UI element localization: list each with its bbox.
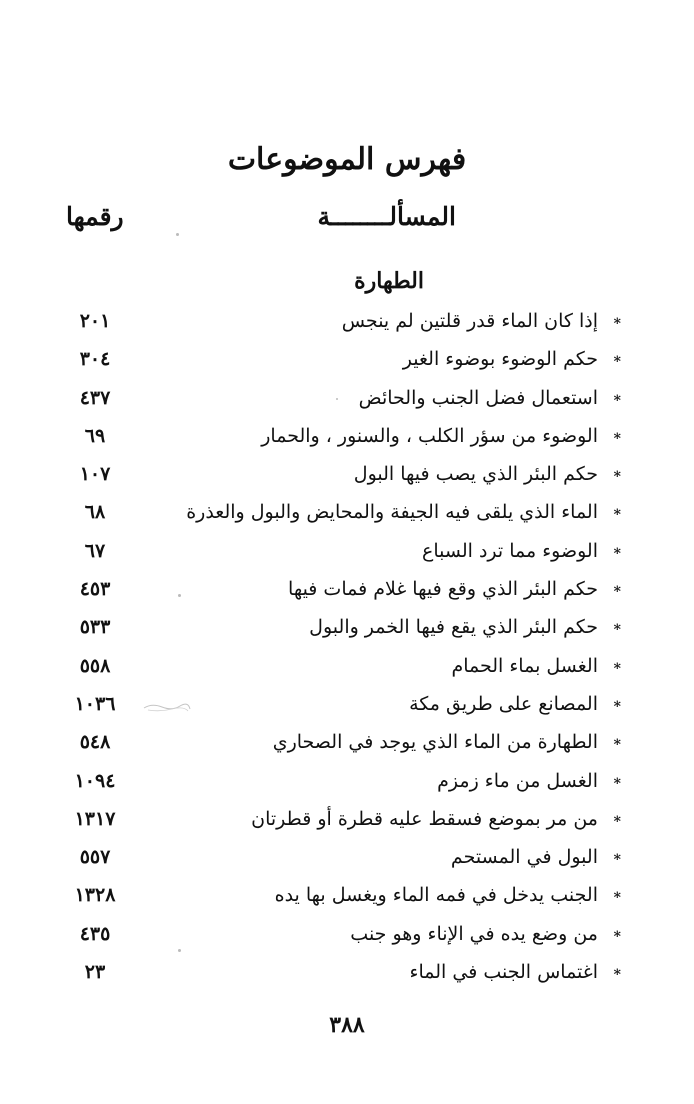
- issue-column-header: المسألــــــــة: [317, 202, 456, 231]
- entry-number: ٥٣٣: [79, 616, 111, 639]
- bullet-asterisk: *: [613, 852, 621, 869]
- entry-number: ٥٥٧: [79, 846, 111, 869]
- bullet-asterisk: *: [613, 622, 621, 639]
- bullet-asterisk: *: [613, 392, 621, 409]
- scan-speck: [176, 233, 179, 236]
- entry-number: ٣٠٤: [79, 348, 111, 371]
- bullet-asterisk: *: [613, 890, 621, 907]
- entry-number: ٤٥٣: [79, 578, 111, 601]
- scan-speck: [336, 398, 338, 400]
- index-entry: [0, 804, 694, 842]
- entry-topic: المصانع على طريق مكة: [409, 692, 598, 715]
- entry-topic: الغسل بماء الحمام: [451, 654, 598, 677]
- entry-number: ٥٤٨: [79, 731, 111, 754]
- entry-number: ٦٩: [84, 424, 106, 447]
- scan-speck: [178, 594, 181, 597]
- entry-number: ١٣٢٨: [74, 884, 116, 907]
- entry-topic: الغسل من ماء زمزم: [437, 769, 598, 792]
- index-entry: [0, 689, 694, 727]
- index-entry: [0, 306, 694, 344]
- entry-topic: حكم البئر الذي يصب فيها البول: [353, 463, 598, 486]
- bullet-asterisk: *: [613, 967, 621, 984]
- bullet-asterisk: *: [613, 813, 621, 830]
- index-entry: [0, 421, 694, 459]
- section-heading: الطهارة: [354, 268, 424, 294]
- index-entry: [0, 957, 694, 995]
- index-entry: [0, 880, 694, 918]
- bullet-asterisk: *: [613, 430, 621, 447]
- index-entry: [0, 497, 694, 535]
- entry-topic: حكم البئر الذي يقع فيها الخمر والبول: [309, 616, 598, 639]
- bullet-asterisk: *: [613, 928, 621, 945]
- bullet-asterisk: *: [613, 545, 621, 562]
- entry-number: ٦٨: [84, 501, 106, 524]
- entry-number: ٢٣: [84, 961, 106, 984]
- entry-topic: من وضع يده في الإناء وهو جنب: [350, 922, 598, 945]
- entry-topic: الجنب يدخل في فمه الماء ويغسل بها يده: [274, 884, 598, 907]
- entry-number: ٢٠١: [79, 310, 111, 332]
- entry-topic: حكم الوضوء بوضوء الغير: [402, 348, 598, 371]
- index-entry: [0, 919, 694, 957]
- index-entry: [0, 574, 694, 612]
- entry-topic: الوضوء مما ترد السباع: [422, 539, 598, 562]
- entry-topic: استعمال فضل الجنب والحائض: [358, 386, 598, 409]
- number-column-header: رقمها: [66, 202, 124, 231]
- entry-number: ٤٣٥: [79, 922, 111, 945]
- bullet-asterisk: *: [613, 316, 621, 332]
- column-header-row: [0, 202, 694, 242]
- index-entry: [0, 727, 694, 765]
- entry-topic: الطهارة من الماء الذي يوجد في الصحاري: [272, 731, 598, 754]
- bullet-asterisk: *: [613, 469, 621, 486]
- entry-topic: إذا كان الماء قدر قلتين لم ينجس: [341, 310, 598, 332]
- index-entry: [0, 383, 694, 421]
- entry-number: ٥٥٨: [79, 654, 111, 677]
- page-number: ٣٨٨: [329, 1012, 365, 1038]
- bullet-asterisk: *: [613, 354, 621, 371]
- entry-number: ١٠٩٤: [74, 769, 116, 792]
- entry-topic: اغتماس الجنب في الماء: [409, 961, 598, 984]
- index-entry: [0, 344, 694, 382]
- entry-topic: من مر بموضع فسقط عليه قطرة أو قطرتان: [251, 807, 598, 830]
- entry-topic: حكم البئر الذي وقع فيها غلام فمات فيها: [288, 578, 598, 601]
- index-entry: [0, 842, 694, 880]
- index-entry: [0, 612, 694, 650]
- entry-number: ٤٣٧: [79, 386, 111, 409]
- bullet-asterisk: *: [613, 737, 621, 754]
- entry-topic: الوضوء من سؤر الكلب ، والسنور ، والحمار: [261, 424, 598, 447]
- entry-number: ١٣١٧: [74, 807, 116, 830]
- scan-speck: [178, 949, 181, 952]
- index-entry: [0, 766, 694, 804]
- entries-list: [0, 306, 694, 995]
- index-entry: [0, 651, 694, 689]
- page-title: فهرس الموضوعات: [227, 142, 467, 177]
- scan-smudge: [142, 700, 192, 714]
- entry-number: ٦٧: [84, 539, 106, 562]
- entry-topic: الماء الذي يلقى فيه الجيفة والمحايض والبول والعذرة: [186, 501, 598, 524]
- entry-topic: البول في المستحم: [450, 846, 598, 869]
- bullet-asterisk: *: [613, 660, 621, 677]
- bullet-asterisk: *: [613, 775, 621, 792]
- entry-number: ١٠٧: [79, 463, 111, 486]
- bullet-asterisk: *: [613, 507, 621, 524]
- entry-number: ١٠٣٦: [74, 692, 116, 715]
- bullet-asterisk: *: [613, 584, 621, 601]
- bullet-asterisk: *: [613, 698, 621, 715]
- index-entry: [0, 459, 694, 497]
- index-entry: [0, 536, 694, 574]
